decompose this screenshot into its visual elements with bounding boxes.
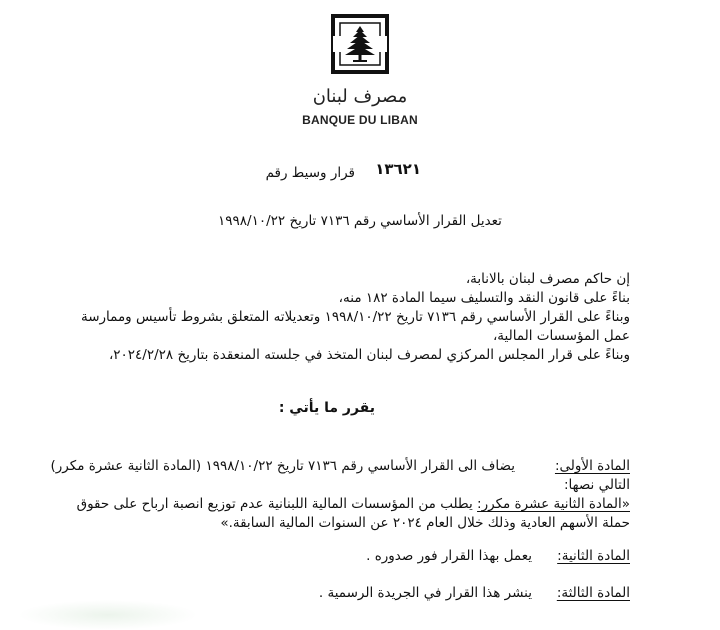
quoted-article-line — [77, 495, 630, 513]
cedar-logo-icon — [331, 14, 389, 74]
article-one-label: المادة الأولى: — [554, 458, 630, 474]
preamble-line: بناءً على قانون النقد والتسليف سيما المادة ١٨٢ منه، — [338, 290, 630, 306]
quoted-article-text: يطلب من المؤسسات المالية اللبنانية عدم توزيع انصبة ارباح على حقوق — [76, 496, 473, 512]
preamble-line: إن حاكم مصرف لبنان بالانابة، — [465, 271, 630, 287]
preamble-line: وبناءً على القرار الأساسي رقم ٧١٣٦ تاريخ ١٩٩٨/١٠/٢٢ وتعديلاته المتعلق بشروط تأسيس وممارسة — [80, 309, 630, 325]
decides-heading: يقرر ما يأتي : — [278, 400, 375, 416]
logo-arabic-text: مصرف لبنان — [312, 86, 408, 107]
decision-label: قرار وسيط رقم — [265, 165, 355, 181]
article-one-text: يضاف الى القرار الأساسي رقم ٧١٣٦ تاريخ ١٩٩٨/١٠/٢٢ (المادة الثانية عشرة مكرر) — [50, 458, 515, 474]
article-one-continuation: التالي نصها: — [563, 477, 630, 493]
article-two-text: يعمل بهذا القرار فور صدوره . — [366, 548, 532, 564]
scan-smudge — [18, 600, 198, 630]
decision-subject: تعديل القرار الأساسي رقم ٧١٣٦ تاريخ ١٩٩٨/١٠/٢٢ — [218, 213, 502, 229]
logo-french-text: BANQUE DU LIBAN — [302, 113, 418, 127]
preamble-line: وبناءً على قرار المجلس المركزي لمصرف لبنان المتخذ في جلسته المنعقدة بتاريخ ٢٠٢٤/٢/٢٨، — [108, 347, 630, 363]
quoted-article-line-2: حملة الأسهم العادية وذلك خلال العام ٢٠٢٤ عن السنوات المالية السابقة.» — [220, 515, 630, 531]
decision-number: ١٣٦٢١ — [375, 160, 421, 178]
article-three-text: ينشر هذا القرار في الجريدة الرسمية . — [318, 585, 532, 601]
article-three-label: المادة الثالثة: — [556, 585, 630, 601]
article-two-label: المادة الثانية: — [557, 548, 630, 564]
preamble-line: عمل المؤسسات المالية، — [492, 328, 630, 344]
quoted-article-label: «المادة الثانية عشرة مكرر: — [477, 496, 630, 512]
